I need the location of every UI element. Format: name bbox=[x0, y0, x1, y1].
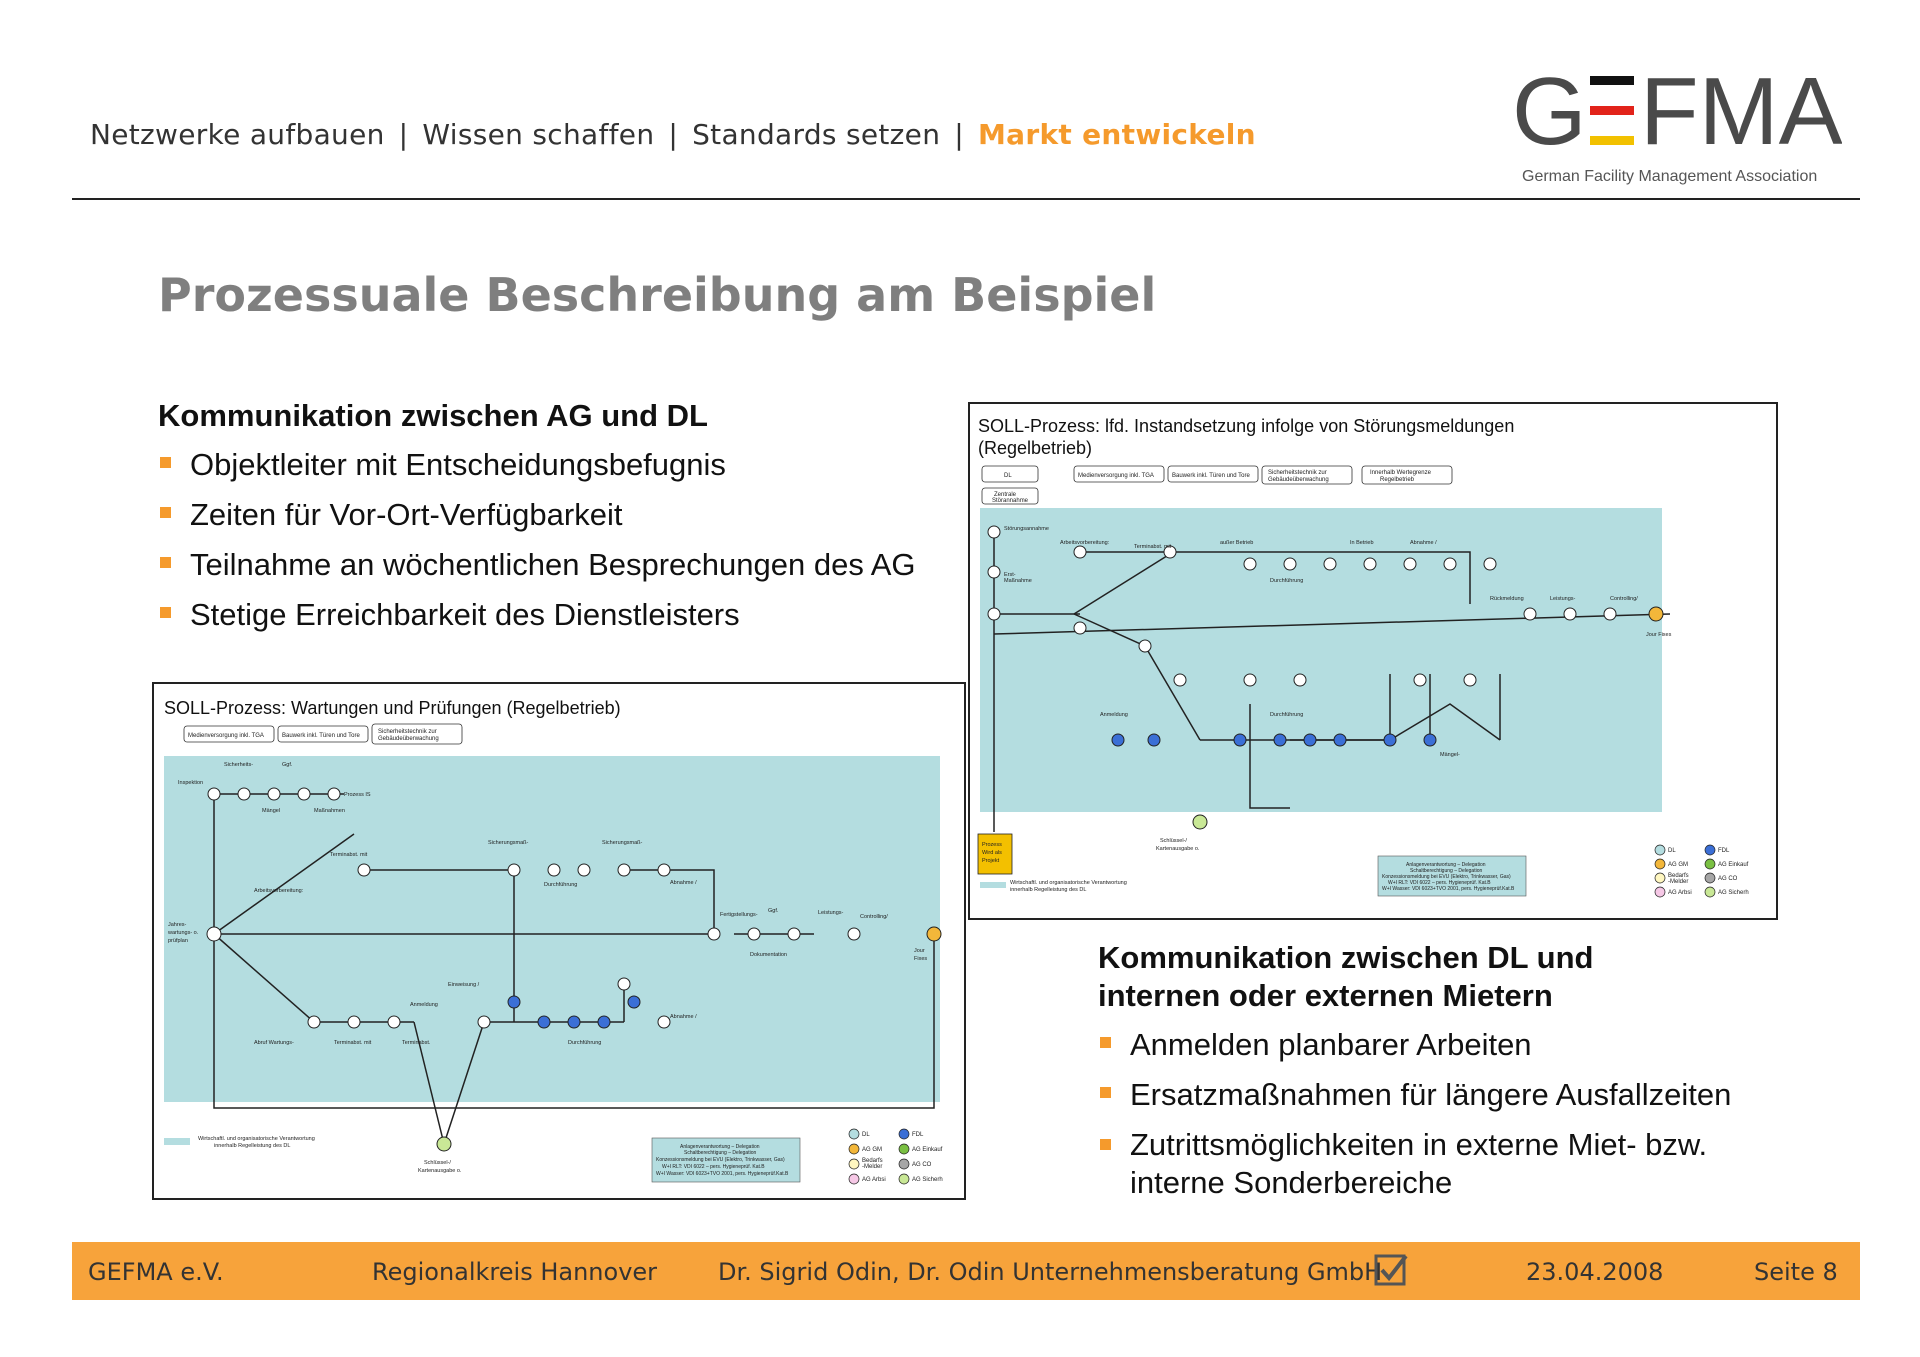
svg-text:Anlagenverantwortung – Delegat: Anlagenverantwortung – Delegation bbox=[1406, 862, 1486, 868]
section2-heading-line2: internen oder externen Mietern bbox=[1098, 978, 1553, 1013]
svg-text:Prozess: Prozess bbox=[982, 842, 1002, 848]
diagram-title-line2: (Regelbetrieb) bbox=[978, 438, 1093, 458]
svg-text:prüfplan: prüfplan bbox=[168, 938, 188, 944]
svg-text:Wirtschaftl. und organisatoris: Wirtschaftl. und organisatorische Verantwortung bbox=[1010, 880, 1127, 886]
svg-text:Maßnahmen: Maßnahmen bbox=[314, 808, 345, 814]
svg-text:Bedarfs: Bedarfs bbox=[862, 1158, 883, 1164]
svg-text:W+I Wasser: VDI 6023+TVO 2001,: W+I Wasser: VDI 6023+TVO 2001, pers. Hygieneprüf.Kat.B bbox=[1382, 886, 1515, 892]
svg-text:Sicherungsmaß-: Sicherungsmaß- bbox=[602, 840, 643, 846]
svg-text:Controlling/: Controlling/ bbox=[860, 914, 888, 920]
diagram-wartungen bbox=[152, 682, 966, 1200]
svg-text:Störannahme: Störannahme bbox=[992, 498, 1029, 504]
svg-text:Anmeldung: Anmeldung bbox=[1100, 712, 1128, 718]
bullet-square-icon bbox=[160, 457, 171, 468]
svg-text:Inspektion: Inspektion bbox=[178, 780, 204, 786]
list-item bbox=[158, 590, 916, 640]
svg-text:Medienversorgung inkl. TGA: Medienversorgung inkl. TGA bbox=[1078, 473, 1154, 479]
svg-text:Abruf Wartungs-: Abruf Wartungs- bbox=[254, 1040, 294, 1046]
bullet-text: Zeiten für Vor-Ort-Verfügbarkeit bbox=[190, 497, 623, 532]
svg-text:AG CO: AG CO bbox=[912, 1162, 932, 1168]
svg-text:Rückmeldung: Rückmeldung bbox=[1490, 596, 1524, 602]
svg-text:DL: DL bbox=[1668, 848, 1676, 854]
nav-item-markt[interactable]: Markt entwickeln bbox=[977, 118, 1256, 151]
list-item bbox=[1098, 1020, 1731, 1070]
svg-text:Fixes: Fixes bbox=[914, 956, 928, 962]
gefma-logo-mark bbox=[1512, 66, 1842, 156]
svg-text:DL: DL bbox=[862, 1132, 870, 1138]
svg-text:Anmeldung: Anmeldung bbox=[410, 1002, 438, 1008]
svg-text:Erst-: Erst- bbox=[1004, 572, 1016, 578]
svg-text:Zentrale: Zentrale bbox=[994, 492, 1017, 498]
svg-text:AG Arbsi: AG Arbsi bbox=[862, 1177, 886, 1183]
footer-bar bbox=[72, 1242, 1860, 1300]
svg-text:Leistungs-: Leistungs- bbox=[818, 910, 844, 916]
nav-item-wissen[interactable]: Wissen schaffen bbox=[422, 118, 655, 151]
svg-text:Kartenausgabe o.: Kartenausgabe o. bbox=[418, 1168, 462, 1174]
svg-text:Abnahme /: Abnahme / bbox=[670, 880, 697, 886]
svg-text:Kartenausgabe o.: Kartenausgabe o. bbox=[1156, 846, 1200, 852]
bullet-text: Objektleiter mit Entscheidungsbefugnis bbox=[190, 447, 726, 482]
svg-text:AG Einkauf: AG Einkauf bbox=[912, 1147, 943, 1153]
header-divider bbox=[72, 198, 1860, 200]
svg-text:Durchführung: Durchführung bbox=[568, 1040, 602, 1046]
svg-text:Jahres-: Jahres- bbox=[168, 922, 187, 928]
section1-bullets bbox=[158, 440, 916, 640]
svg-text:innerhalb Regelleistung des DL: innerhalb Regelleistung des DL bbox=[1010, 887, 1087, 893]
list-item bbox=[158, 540, 916, 590]
svg-text:Leistungs-: Leistungs- bbox=[1550, 596, 1576, 602]
list-item bbox=[1098, 1120, 1731, 1202]
bullet-square-icon bbox=[160, 607, 171, 618]
bullet-text-continued: interne Sonderbereiche bbox=[1130, 1165, 1453, 1200]
bullet-square-icon bbox=[1100, 1087, 1111, 1098]
svg-text:Durchführung: Durchführung bbox=[1270, 578, 1304, 584]
svg-text:Sicherungsmaß-: Sicherungsmaß- bbox=[488, 840, 529, 846]
bullet-text: Teilnahme an wöchentlichen Besprechungen des AG bbox=[190, 547, 916, 582]
process-flow-graphic bbox=[154, 684, 964, 1198]
list-item bbox=[158, 440, 916, 490]
svg-text:Abnahme /: Abnahme / bbox=[1410, 540, 1437, 546]
page-title: Prozessuale Beschreibung am Beispiel bbox=[158, 268, 1157, 322]
svg-text:Ggf.: Ggf. bbox=[282, 762, 293, 768]
svg-text:Schlüssel-/: Schlüssel-/ bbox=[1160, 838, 1187, 844]
svg-text:Schaltberechtigung – Delegatio: Schaltberechtigung – Delegation bbox=[1410, 868, 1483, 874]
svg-text:In Betrieb: In Betrieb bbox=[1350, 540, 1374, 546]
svg-text:FDL: FDL bbox=[1718, 848, 1730, 854]
svg-text:Arbeitsvorbereitung:: Arbeitsvorbereitung: bbox=[254, 888, 304, 894]
svg-text:Bauwerk inkl. Türen und Tore: Bauwerk inkl. Türen und Tore bbox=[282, 733, 360, 739]
svg-text:Schaltberechtigung – Delegatio: Schaltberechtigung – Delegation bbox=[684, 1150, 757, 1156]
svg-text:Sicherheitstechnik zur: Sicherheitstechnik zur bbox=[1268, 470, 1327, 476]
footer-page-number: Seite 8 bbox=[1754, 1258, 1838, 1286]
list-item bbox=[1098, 1070, 1731, 1120]
svg-text:G: G bbox=[1512, 66, 1589, 156]
svg-text:-Melder: -Melder bbox=[1668, 879, 1689, 885]
svg-text:W+I Wasser: VDI 6023+TVO 2001,: W+I Wasser: VDI 6023+TVO 2001, pers. Hygieneprüf.Kat.B bbox=[656, 1171, 789, 1177]
list-item bbox=[158, 490, 916, 540]
svg-text:Terminabst.: Terminabst. bbox=[402, 1040, 431, 1046]
svg-text:-Melder: -Melder bbox=[862, 1164, 883, 1170]
svg-text:Schlüssel-/: Schlüssel-/ bbox=[424, 1160, 451, 1166]
bullet-text: Ersatzmaßnahmen für längere Ausfallzeiten bbox=[1130, 1077, 1732, 1112]
svg-text:Wirtschaftl. und organisatoris: Wirtschaftl. und organisatorische Verantwortung bbox=[198, 1136, 315, 1142]
odin-checkmark-logo-icon bbox=[1372, 1250, 1412, 1292]
nav-item-netzwerke[interactable]: Netzwerke aufbauen bbox=[90, 118, 385, 151]
svg-text:FMA: FMA bbox=[1640, 66, 1842, 156]
svg-text:Gebäudeüberwachung: Gebäudeüberwachung bbox=[378, 736, 439, 742]
process-flow-graphic bbox=[970, 404, 1776, 918]
section2-heading: Kommunikation zwischen DL und bbox=[1098, 940, 1594, 975]
svg-text:Arbeitsvorbereitung:: Arbeitsvorbereitung: bbox=[1060, 540, 1110, 546]
svg-text:Jour: Jour bbox=[914, 948, 925, 954]
bullet-square-icon bbox=[160, 507, 171, 518]
svg-text:Durchführung: Durchführung bbox=[1270, 712, 1304, 718]
diagram-title: SOLL-Prozess: lfd. Instandsetzung infolge von Störungsmeldungen bbox=[978, 416, 1515, 436]
nav-separator: | bbox=[398, 118, 409, 151]
svg-text:Konzessionsmeldung bei EVU (El: Konzessionsmeldung bei EVU (Elektro, Trinkwasser, Gas) bbox=[1382, 874, 1511, 880]
nav-item-standards[interactable]: Standards setzen bbox=[692, 118, 941, 151]
svg-text:AG Sicherh: AG Sicherh bbox=[912, 1177, 943, 1183]
svg-text:Abnahme /: Abnahme / bbox=[670, 1014, 697, 1020]
svg-text:AG CO: AG CO bbox=[1718, 876, 1738, 882]
svg-text:AG GM: AG GM bbox=[862, 1147, 883, 1153]
svg-text:Controlling/: Controlling/ bbox=[1610, 596, 1638, 602]
bullet-text: Stetige Erreichbarkeit des Dienstleisters bbox=[190, 597, 740, 632]
footer-author: Dr. Sigrid Odin, Dr. Odin Unternehmensberatung GmbH bbox=[718, 1258, 1383, 1286]
svg-text:Jour Fixes: Jour Fixes bbox=[1646, 632, 1672, 638]
svg-text:innerhalb Regelleistung des DL: innerhalb Regelleistung des DL bbox=[214, 1143, 291, 1149]
svg-text:Dokumentation: Dokumentation bbox=[750, 952, 787, 958]
diagram-title: SOLL-Prozess: Wartungen und Prüfungen (Regelbetrieb) bbox=[164, 698, 621, 718]
bullet-text: Anmelden planbarer Arbeiten bbox=[1130, 1027, 1532, 1062]
bullet-square-icon bbox=[1100, 1139, 1111, 1150]
svg-text:AG GM: AG GM bbox=[1668, 862, 1689, 868]
bullet-square-icon bbox=[1100, 1037, 1111, 1048]
svg-text:Prozess IS: Prozess IS bbox=[344, 792, 371, 798]
svg-text:Bedarfs: Bedarfs bbox=[1668, 873, 1689, 879]
svg-text:Störungsannahme: Störungsannahme bbox=[1004, 526, 1049, 532]
svg-text:Sicherheits-: Sicherheits- bbox=[224, 762, 254, 768]
svg-text:Sicherheitstechnik zur: Sicherheitstechnik zur bbox=[378, 729, 437, 735]
svg-text:Medienversorgung inkl. TGA: Medienversorgung inkl. TGA bbox=[188, 733, 264, 739]
svg-text:Fertigstellungs-: Fertigstellungs- bbox=[720, 912, 758, 918]
gefma-logo bbox=[1512, 66, 1862, 196]
svg-text:AG Arbsi: AG Arbsi bbox=[1668, 890, 1692, 896]
svg-text:Mängel-: Mängel- bbox=[1440, 752, 1460, 758]
svg-text:Terminabst. mit: Terminabst. mit bbox=[334, 1040, 372, 1046]
svg-text:Durchführung: Durchführung bbox=[544, 882, 578, 888]
bullet-text: Zutrittsmöglichkeiten in externe Miet- bzw. bbox=[1130, 1127, 1708, 1162]
svg-text:FDL: FDL bbox=[912, 1132, 924, 1138]
svg-text:AG Sicherh: AG Sicherh bbox=[1718, 890, 1749, 896]
svg-text:W+I RLT: VDI 6022 – pers. Hygi: W+I RLT: VDI 6022 – pers. Hygieneprüf. Kat.B bbox=[662, 1164, 765, 1170]
header-nav bbox=[90, 118, 1256, 151]
svg-text:Maßnahme: Maßnahme bbox=[1004, 578, 1032, 584]
logo-subtitle: German Facility Management Association bbox=[1522, 168, 1818, 185]
svg-text:Konzessionsmeldung bei EVU (El: Konzessionsmeldung bei EVU (Elektro, Trinkwasser, Gas) bbox=[656, 1157, 785, 1163]
svg-text:Regelbetrieb: Regelbetrieb bbox=[1380, 477, 1415, 483]
svg-text:Wird als: Wird als bbox=[982, 850, 1002, 856]
nav-separator: | bbox=[954, 118, 964, 151]
diagram-instandsetzung bbox=[968, 402, 1778, 920]
svg-text:Anlagenverantwortung – Delegat: Anlagenverantwortung – Delegation bbox=[680, 1144, 760, 1150]
svg-text:Mängel: Mängel bbox=[262, 808, 281, 814]
svg-text:wartungs- o.: wartungs- o. bbox=[168, 930, 199, 936]
section2-bullets bbox=[1098, 1020, 1731, 1202]
section1-heading: Kommunikation zwischen AG und DL bbox=[158, 398, 708, 433]
bullet-square-icon bbox=[160, 557, 171, 568]
svg-text:Terminabst. mit: Terminabst. mit bbox=[330, 852, 368, 858]
svg-text:Innerhalb Wertegrenze: Innerhalb Wertegrenze bbox=[1370, 470, 1431, 476]
footer-date: 23.04.2008 bbox=[1526, 1258, 1664, 1286]
svg-text:außer Betrieb: außer Betrieb bbox=[1220, 540, 1254, 546]
svg-text:Bauwerk inkl. Türen und Tore: Bauwerk inkl. Türen und Tore bbox=[1172, 473, 1250, 479]
footer-region: Regionalkreis Hannover bbox=[372, 1258, 658, 1286]
svg-text:AG Einkauf: AG Einkauf bbox=[1718, 862, 1749, 868]
svg-text:Projekt: Projekt bbox=[982, 858, 1000, 864]
nav-separator: | bbox=[668, 118, 679, 151]
svg-text:W+I RLT: VDI 6022 – pers. Hygi: W+I RLT: VDI 6022 – pers. Hygieneprüf. Kat.B bbox=[1388, 880, 1491, 886]
svg-text:DL: DL bbox=[1004, 473, 1012, 479]
svg-text:Einweisung /: Einweisung / bbox=[448, 982, 480, 988]
svg-text:Ggf.: Ggf. bbox=[768, 908, 779, 914]
svg-text:Gebäudeüberwachung: Gebäudeüberwachung bbox=[1268, 477, 1329, 483]
footer-org: GEFMA e.V. bbox=[88, 1258, 224, 1286]
svg-text:Terminabst. mit: Terminabst. mit bbox=[1134, 544, 1172, 550]
